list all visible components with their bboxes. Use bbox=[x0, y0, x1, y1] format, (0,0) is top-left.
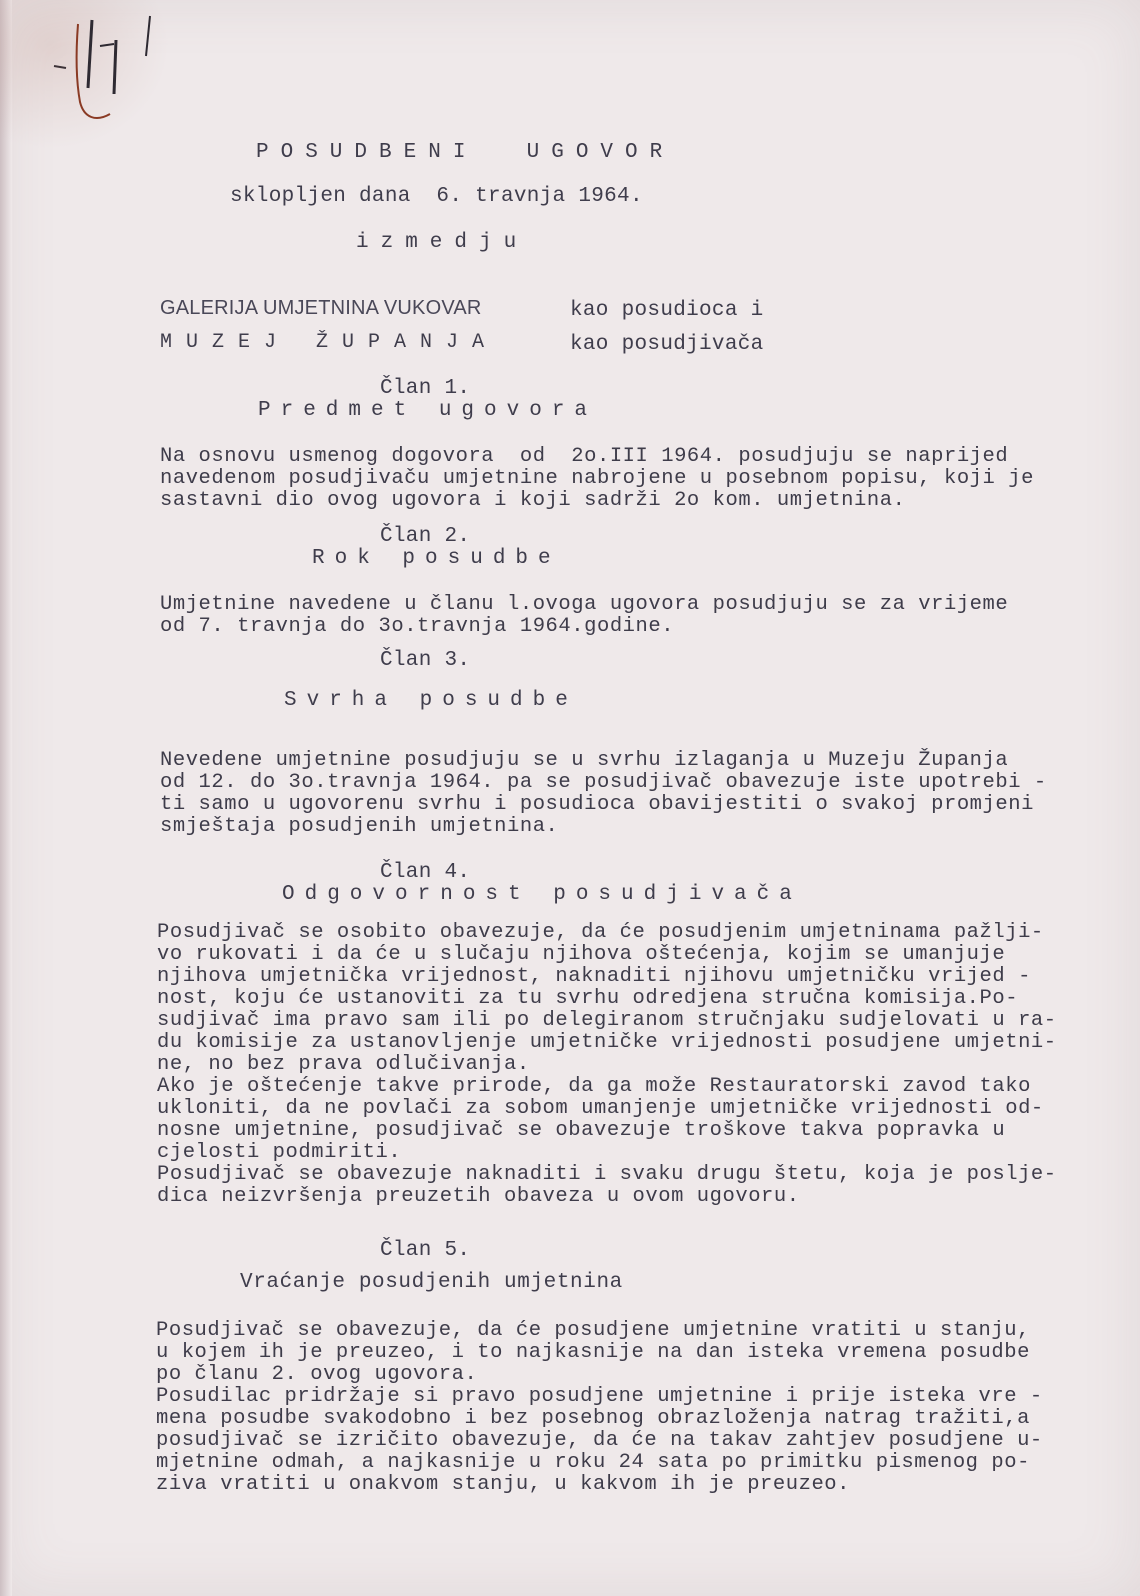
article-5-line: ziva vratiti u onakvom stanju, u kakvom ih je preuzeo. bbox=[156, 1473, 851, 1496]
article-3-heading: Svrha posudbe bbox=[284, 689, 578, 712]
article-1-line: Na osnovu usmenog dogovora od 2o.III 1964. posudjuju se naprijed bbox=[160, 445, 1009, 468]
article-1-line: navedenom posudjivaču umjetnine nabrojene u posebnom popisu, koji je bbox=[160, 467, 1034, 490]
paper-edge bbox=[0, 0, 12, 1596]
party-lender-name: GALERIJA UMJETNINA VUKOVAR bbox=[160, 297, 482, 319]
party-borrower-name: MUZEJ ŽUPANJA bbox=[160, 331, 499, 354]
article-4-line: ne, no bez prava odlučivanja. bbox=[157, 1053, 530, 1076]
article-1-number: Član 1. bbox=[380, 377, 471, 400]
handwritten-mark bbox=[30, 10, 170, 130]
between-label: izmedju bbox=[356, 231, 529, 254]
article-5-number: Član 5. bbox=[380, 1239, 471, 1262]
article-4-number: Član 4. bbox=[380, 861, 471, 884]
article-4-line: Posudjivač se osobito obavezuje, da će posudjenim umjetninama pažlji- bbox=[157, 921, 1044, 944]
article-4-line: nosne umjetnine, posudjivač se obavezuje troškove takva popravka u bbox=[157, 1119, 1006, 1142]
article-4-line: vo rukovati i da će u slučaju njihova oštećenja, kojim se umanjuje bbox=[157, 943, 1006, 966]
article-5-line: mena posudbe svakodobno i bez posebnog obrazloženja natrag tražiti,a bbox=[156, 1407, 1030, 1430]
article-5-line: po članu 2. ovog ugovora. bbox=[156, 1363, 478, 1386]
article-2-number: Član 2. bbox=[380, 525, 471, 548]
article-3-number: Član 3. bbox=[380, 649, 471, 672]
date-line: sklopljen dana 6. travnja 1964. bbox=[230, 185, 643, 208]
article-5-line: u kojem ih je preuzeo, i to najkasnije na dan isteka vremena posudbe bbox=[156, 1341, 1030, 1364]
party-lender-role: kao posudioca i bbox=[570, 299, 764, 322]
article-2-line: Umjetnine navedene u članu l.ovoga ugovora posudjuju se za vrijeme bbox=[160, 593, 1009, 616]
article-5-heading: Vraćanje posudjenih umjetnina bbox=[240, 1271, 623, 1294]
article-4-line: nost, koju će ustanoviti za tu svrhu odredjena stručna komisija.Po- bbox=[157, 987, 1019, 1010]
article-5-line: posudjivač se izričito obavezuje, da će na takav zahtjev posudjene u- bbox=[156, 1429, 1043, 1452]
page-title: POSUDBENI UGOVOR bbox=[256, 141, 675, 164]
article-3-line: Nevedene umjetnine posudjuju se u svrhu izlaganja u Muzeju Županja bbox=[160, 749, 1009, 772]
article-4-line: Ako je oštećenje takve prirode, da ga može Restauratorski zavod tako bbox=[157, 1075, 1031, 1098]
article-4-line: njihova umjetnička vrijednost, naknaditi njihovu umjetničku vrijed - bbox=[157, 965, 1031, 988]
article-4-line: sudjivač ima pravo sam ili po delegiranom stručnjaku sudjelovati u ra- bbox=[157, 1009, 1057, 1032]
article-5-line: Posudilac pridržaje si pravo posudjene umjetnine i prije isteka vre - bbox=[156, 1385, 1043, 1408]
article-5-line: mjetnine odmah, a najkasnije u roku 24 sata po primitku pismenog po- bbox=[156, 1451, 1030, 1474]
party-borrower-role: kao posudjivača bbox=[570, 333, 764, 356]
article-4-line: cjelosti podmiriti. bbox=[157, 1141, 402, 1164]
article-3-line: smještaja posudjenih umjetnina. bbox=[160, 815, 559, 838]
article-4-line: du komisije za ustanovljenje umjetničke vrijednosti posudjene umjetni- bbox=[157, 1031, 1057, 1054]
article-4-line: dica neizvršenja preuzetih obaveza u ovom ugovoru. bbox=[157, 1185, 800, 1208]
article-3-line: od 12. do 3o.travnja 1964. pa se posudjivač obavezuje iste upotrebi - bbox=[160, 771, 1047, 794]
article-1-heading: Predmet ugovora bbox=[258, 399, 598, 422]
article-4-line: Posudjivač se obavezuje naknaditi i svaku drugu štetu, koja je poslje- bbox=[157, 1163, 1057, 1186]
article-4-line: ukloniti, da ne povlači za sobom umanjenje umjetničke vrijednosti od- bbox=[157, 1097, 1044, 1120]
article-4-heading: Odgovornost posudjivača bbox=[282, 883, 802, 906]
article-2-heading: Rok posudbe bbox=[312, 547, 561, 570]
article-3-line: ti samo u ugovorenu svrhu i posudioca obavijestiti o svakoj promjeni bbox=[160, 793, 1034, 816]
article-5-line: Posudjivač se obavezuje, da će posudjene umjetnine vratiti u stanju, bbox=[156, 1319, 1030, 1342]
article-2-line: od 7. travnja do 3o.travnja 1964.godine. bbox=[160, 615, 675, 638]
article-1-line: sastavni dio ovog ugovora i koji sadrži 2o kom. umjetnina. bbox=[160, 489, 906, 512]
